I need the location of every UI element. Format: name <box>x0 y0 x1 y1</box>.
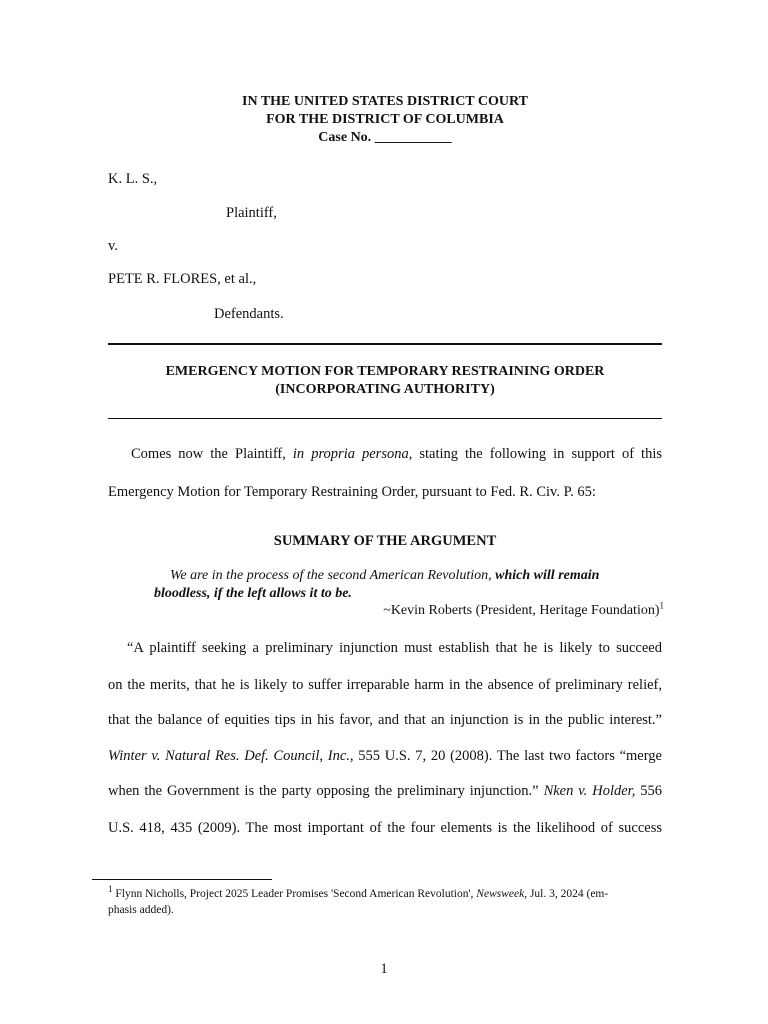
epigraph-emphasis-part1: which will remain <box>495 568 600 583</box>
epigraph-line1 <box>170 568 599 584</box>
footnote-line1 <box>108 884 662 901</box>
intro-line1 <box>131 446 662 463</box>
footnote-separator <box>92 879 272 880</box>
epigraph-author: ~Kevin Roberts (President, Heritage Foundation) <box>383 603 660 618</box>
intro-line1-prefix: Comes now the Plaintiff, <box>131 446 293 462</box>
body-line5-text: when the Government is the party opposing the preliminary injunction.” <box>108 783 544 799</box>
body-line6: U.S. 418, 435 (2009). The most important of the four elements is the likelihood of success <box>108 820 662 836</box>
intro-latin-phrase: in propria persona <box>292 446 409 462</box>
case-number: Case No. ___________ <box>318 130 452 145</box>
plaintiff-name: K. L. S., <box>108 171 158 187</box>
footnote-reference: 1 <box>659 600 664 611</box>
motion-title-line1: EMERGENCY MOTION FOR TEMPORARY RESTRAINING ORDER <box>165 364 605 379</box>
footnote-text-part2: , Jul. 3, 2024 (em- <box>524 888 609 900</box>
intro-line1-suffix: , stating the following in support of this <box>408 446 662 462</box>
winter-citation: Winter v. Natural Res. Def. Council, Inc. <box>108 748 350 764</box>
court-name-line1: IN THE UNITED STATES DISTRICT COURT <box>242 94 528 109</box>
epigraph-emphasis-part2: bloodless, if the left allows it to be. <box>154 586 352 601</box>
epigraph-italic: We are in the process of the second American Revolution, <box>170 568 496 583</box>
section-heading: SUMMARY OF THE ARGUMENT <box>273 533 497 549</box>
body-line2: on the merits, that he is likely to suffer irreparable harm in the absence of preliminary relief, <box>108 677 662 693</box>
epigraph-attribution <box>383 600 664 619</box>
body-line3: that the balance of equities tips in his favor, and that an injunction is in the public interest.” <box>108 712 662 728</box>
caption-divider-top <box>108 343 662 345</box>
body-line5 <box>108 783 662 800</box>
footnote-text-part1: Flynn Nicholls, Project 2025 Leader Promises 'Second American Revolution', <box>112 888 477 900</box>
intro-line2: Emergency Motion for Temporary Restraining Order, pursuant to Fed. R. Civ. P. 65: <box>108 484 596 500</box>
footnote-number: 1 <box>108 884 113 895</box>
nken-citation: Nken v. Holder, <box>543 783 636 799</box>
footnote-line2: phasis added). <box>108 904 174 916</box>
defendant-role: Defendants. <box>214 306 284 322</box>
motion-title-line2: (INCORPORATING AUTHORITY) <box>275 382 495 397</box>
epigraph-line2 <box>154 586 352 602</box>
plaintiff-role: Plaintiff, <box>226 205 277 221</box>
court-name-line2: FOR THE DISTRICT OF COLUMBIA <box>266 112 504 127</box>
body-line5-end: 556 <box>635 783 663 799</box>
caption-divider-bottom <box>108 418 662 419</box>
body-line4-rest: , 555 U.S. 7, 20 (2008). The last two factors “merge <box>349 748 662 764</box>
footnote-publication: Newsweek <box>476 888 525 900</box>
body-line1: “A plaintiff seeking a preliminary injunction must establish that he is likely to succeed <box>127 640 662 656</box>
body-line4 <box>108 748 662 765</box>
versus: v. <box>108 238 118 254</box>
defendant-name: PETE R. FLORES, et al., <box>108 271 257 287</box>
page-number: 1 <box>380 961 388 977</box>
